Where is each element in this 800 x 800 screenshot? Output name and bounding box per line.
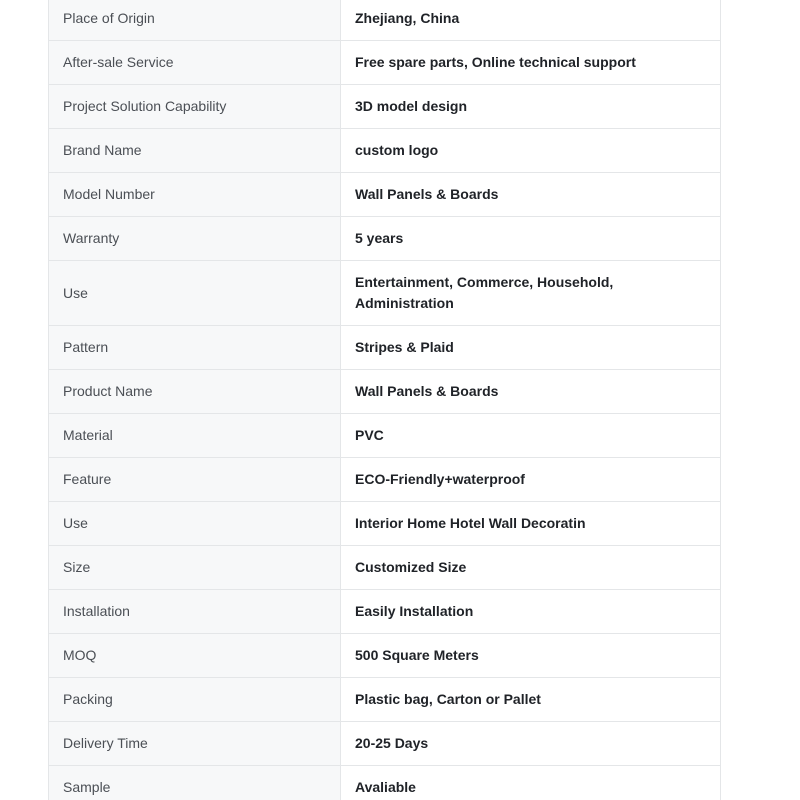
spec-value: 500 Square Meters xyxy=(341,634,721,678)
spec-value: Stripes & Plaid xyxy=(341,326,721,370)
table-row xyxy=(49,546,721,590)
spec-value: Free spare parts, Online technical support xyxy=(341,41,721,85)
table-row xyxy=(49,0,721,41)
table-row xyxy=(49,173,721,217)
spec-value: Wall Panels & Boards xyxy=(341,173,721,217)
spec-value: Wall Panels & Boards xyxy=(341,370,721,414)
spec-value: ECO-Friendly+waterproof xyxy=(341,458,721,502)
table-row xyxy=(49,41,721,85)
spec-label: Project Solution Capability xyxy=(49,85,341,129)
table-row xyxy=(49,85,721,129)
spec-value: PVC xyxy=(341,414,721,458)
spec-label: Installation xyxy=(49,590,341,634)
table-row xyxy=(49,458,721,502)
spec-label: Material xyxy=(49,414,341,458)
spec-label: MOQ xyxy=(49,634,341,678)
spec-label: Pattern xyxy=(49,326,341,370)
table-row xyxy=(49,722,721,766)
spec-value: custom logo xyxy=(341,129,721,173)
spec-label: Size xyxy=(49,546,341,590)
spec-value: Easily Installation xyxy=(341,590,721,634)
spec-label: Use xyxy=(49,502,341,546)
spec-value: Interior Home Hotel Wall Decoratin xyxy=(341,502,721,546)
spec-table xyxy=(48,0,721,800)
table-row xyxy=(49,414,721,458)
spec-value: 20-25 Days xyxy=(341,722,721,766)
table-row xyxy=(49,766,721,800)
spec-label: Product Name xyxy=(49,370,341,414)
spec-label: Packing xyxy=(49,678,341,722)
spec-label: Warranty xyxy=(49,217,341,261)
spec-table-container xyxy=(48,0,721,800)
spec-value: Plastic bag, Carton or Pallet xyxy=(341,678,721,722)
table-row xyxy=(49,261,721,326)
spec-label: Place of Origin xyxy=(49,0,341,41)
table-row xyxy=(49,678,721,722)
spec-label: Sample xyxy=(49,766,341,800)
spec-value: Entertainment, Commerce, Household, Administration xyxy=(341,261,721,326)
table-row xyxy=(49,370,721,414)
table-row xyxy=(49,634,721,678)
table-row xyxy=(49,129,721,173)
spec-value: Avaliable xyxy=(341,766,721,800)
table-row xyxy=(49,590,721,634)
spec-label: Brand Name xyxy=(49,129,341,173)
spec-value: Customized Size xyxy=(341,546,721,590)
spec-value: 3D model design xyxy=(341,85,721,129)
spec-label: Model Number xyxy=(49,173,341,217)
spec-value: 5 years xyxy=(341,217,721,261)
spec-label: Feature xyxy=(49,458,341,502)
spec-label: After-sale Service xyxy=(49,41,341,85)
table-row xyxy=(49,217,721,261)
spec-label: Use xyxy=(49,261,341,326)
spec-label: Delivery Time xyxy=(49,722,341,766)
table-row xyxy=(49,326,721,370)
table-row xyxy=(49,502,721,546)
spec-value: Zhejiang, China xyxy=(341,0,721,41)
